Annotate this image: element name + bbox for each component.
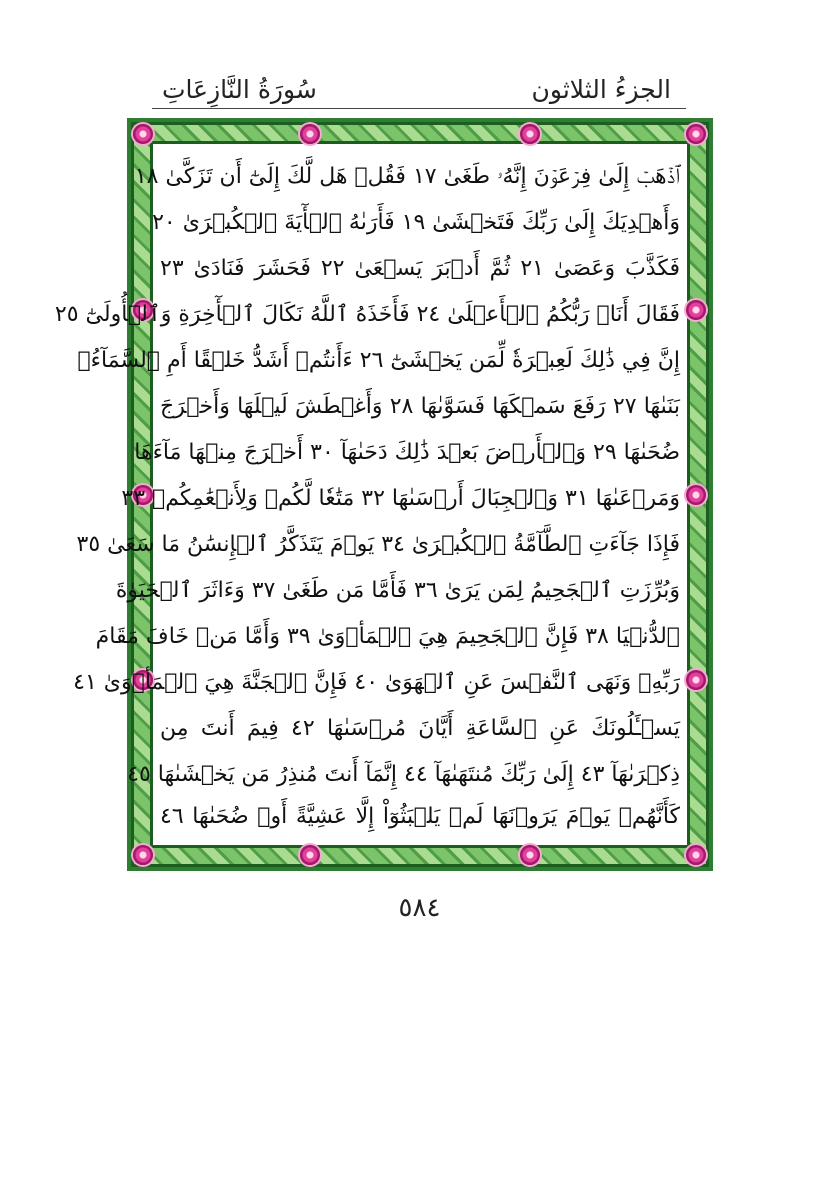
verse-line-7: ضُحَىٰهَا ٢٩ وَٱلۡأَرۡضَ بَعۡدَ ذَٰلِكَ دَحَىٰهَآ ٣٠ أَخۡرَجَ مِنۡهَا مَآءَهَا [134, 440, 680, 465]
flower-ornament [520, 845, 540, 865]
verse-line-9: فَإِذَا جَآءَتِ ٱلطَّآمَّةُ ٱلۡكُبۡرَىٰ ٣٤ يَوۡمَ يَتَذَكَّرُ ٱلۡإِنسَٰنُ مَا سَعَىٰ ٣٥ [76, 532, 680, 557]
flower-ornament [133, 845, 153, 865]
page-number: ٥٨٤ [398, 893, 441, 923]
flower-ornament [520, 124, 540, 144]
verse-line-14: ذِكۡرَىٰهَآ ٤٣ إِلَىٰ رَبِّكَ مُنتَهَىٰهَآ ٤٤ إِنَّمَآ أَنتَ مُنذِرُ مَن يَخۡشَىٰهَا ٤٥ [127, 762, 680, 787]
flower-ornament [133, 124, 153, 144]
flower-ornament [686, 485, 706, 505]
verse-line-11: ٱلدُّنۡيَا ٣٨ فَإِنَّ ٱلۡجَحِيمَ هِيَ ٱلۡمَأۡوَىٰ ٣٩ وَأَمَّا مَنۡ خَافَ مَقَامَ [95, 624, 680, 649]
verse-line-4: فَقَالَ أَنَا۠ رَبُّكُمُ ٱلۡأَعۡلَىٰ ٢٤ فَأَخَذَهُ ٱللَّهُ نَكَالَ ٱلۡأٓخِرَةِ وَٱلۡأُولَىٰٓ ٢٥ [54, 302, 680, 327]
verse-line-6: بَنَىٰهَا ٢٧ رَفَعَ سَمۡكَهَا فَسَوَّىٰهَا ٢٨ وَأَغۡطَشَ لَيۡلَهَا وَأَخۡرَجَ [160, 394, 680, 419]
flower-ornament [686, 845, 706, 865]
verse-line-3: فَكَذَّبَ وَعَصَىٰ ٢١ ثُمَّ أَدۡبَرَ يَسۡعَىٰ ٢٢ فَحَشَرَ فَنَادَىٰ ٢٣ [160, 256, 680, 281]
verse-line-5: إِنَّ فِي ذَٰلِكَ لَعِبۡرَةٗ لِّمَن يَخۡشَىٰٓ ٢٦ ءَأَنتُمۡ أَشَدُّ خَلۡقًا أَمِ ٱلسَّمَآءُۚ [77, 348, 680, 373]
flower-ornament [686, 670, 706, 690]
verse-line-1: ٱذۡهَبۡ إِلَىٰ فِرۡعَوۡنَ إِنَّهُۥ طَغَىٰ ١٧ فَقُلۡ هَل لَّكَ إِلَىٰٓ أَن تَزَكَّىٰ ١٨ [134, 164, 680, 189]
quran-text [54, 148, 680, 838]
flower-ornament [300, 124, 320, 144]
verse-line-12: رَبِّهِۦ وَنَهَى ٱلنَّفۡسَ عَنِ ٱلۡهَوَىٰ ٤٠ فَإِنَّ ٱلۡجَنَّةَ هِيَ ٱلۡمَأۡوَىٰ ٤١ [73, 670, 680, 695]
flower-ornament [686, 124, 706, 144]
verse-line-10: وَبُرِّزَتِ ٱلۡجَحِيمُ لِمَن يَرَىٰ ٣٦ فَأَمَّا مَن طَغَىٰ ٣٧ وَءَاثَرَ ٱلۡحَيَوٰةَ [115, 578, 680, 603]
verse-line-15: كَأَنَّهُمۡ يَوۡمَ يَرَوۡنَهَا لَمۡ يَلۡبَثُوٓاْ إِلَّا عَشِيَّةً أَوۡ ضُحَىٰهَا ٤٦ [160, 804, 680, 829]
flower-ornament [300, 845, 320, 865]
header-divider [152, 108, 686, 109]
verse-line-13: يَسۡـَٔلُونَكَ عَنِ ٱلسَّاعَةِ أَيَّانَ مُرۡسَىٰهَا ٤٢ فِيمَ أَنتَ مِن [160, 716, 680, 741]
flower-ornament [686, 300, 706, 320]
verse-line-2: وَأَهۡدِيَكَ إِلَىٰ رَبِّكَ فَتَخۡشَىٰ ١٩ فَأَرَىٰهُ ٱلۡأٓيَةَ ٱلۡكُبۡرَىٰ ٢٠ [152, 210, 680, 235]
juz-title: الجزءُ الثلاثون [531, 75, 671, 104]
verse-line-8: وَمَرۡعَىٰهَا ٣١ وَٱلۡجِبَالَ أَرۡسَىٰهَا ٣٢ مَتَٰعٗا لَّكُمۡ وَلِأَنۡعَٰمِكُمۡ ٣٣ [121, 486, 680, 511]
surah-title: سُورَةُ النَّازِعَاتِ [162, 75, 317, 104]
